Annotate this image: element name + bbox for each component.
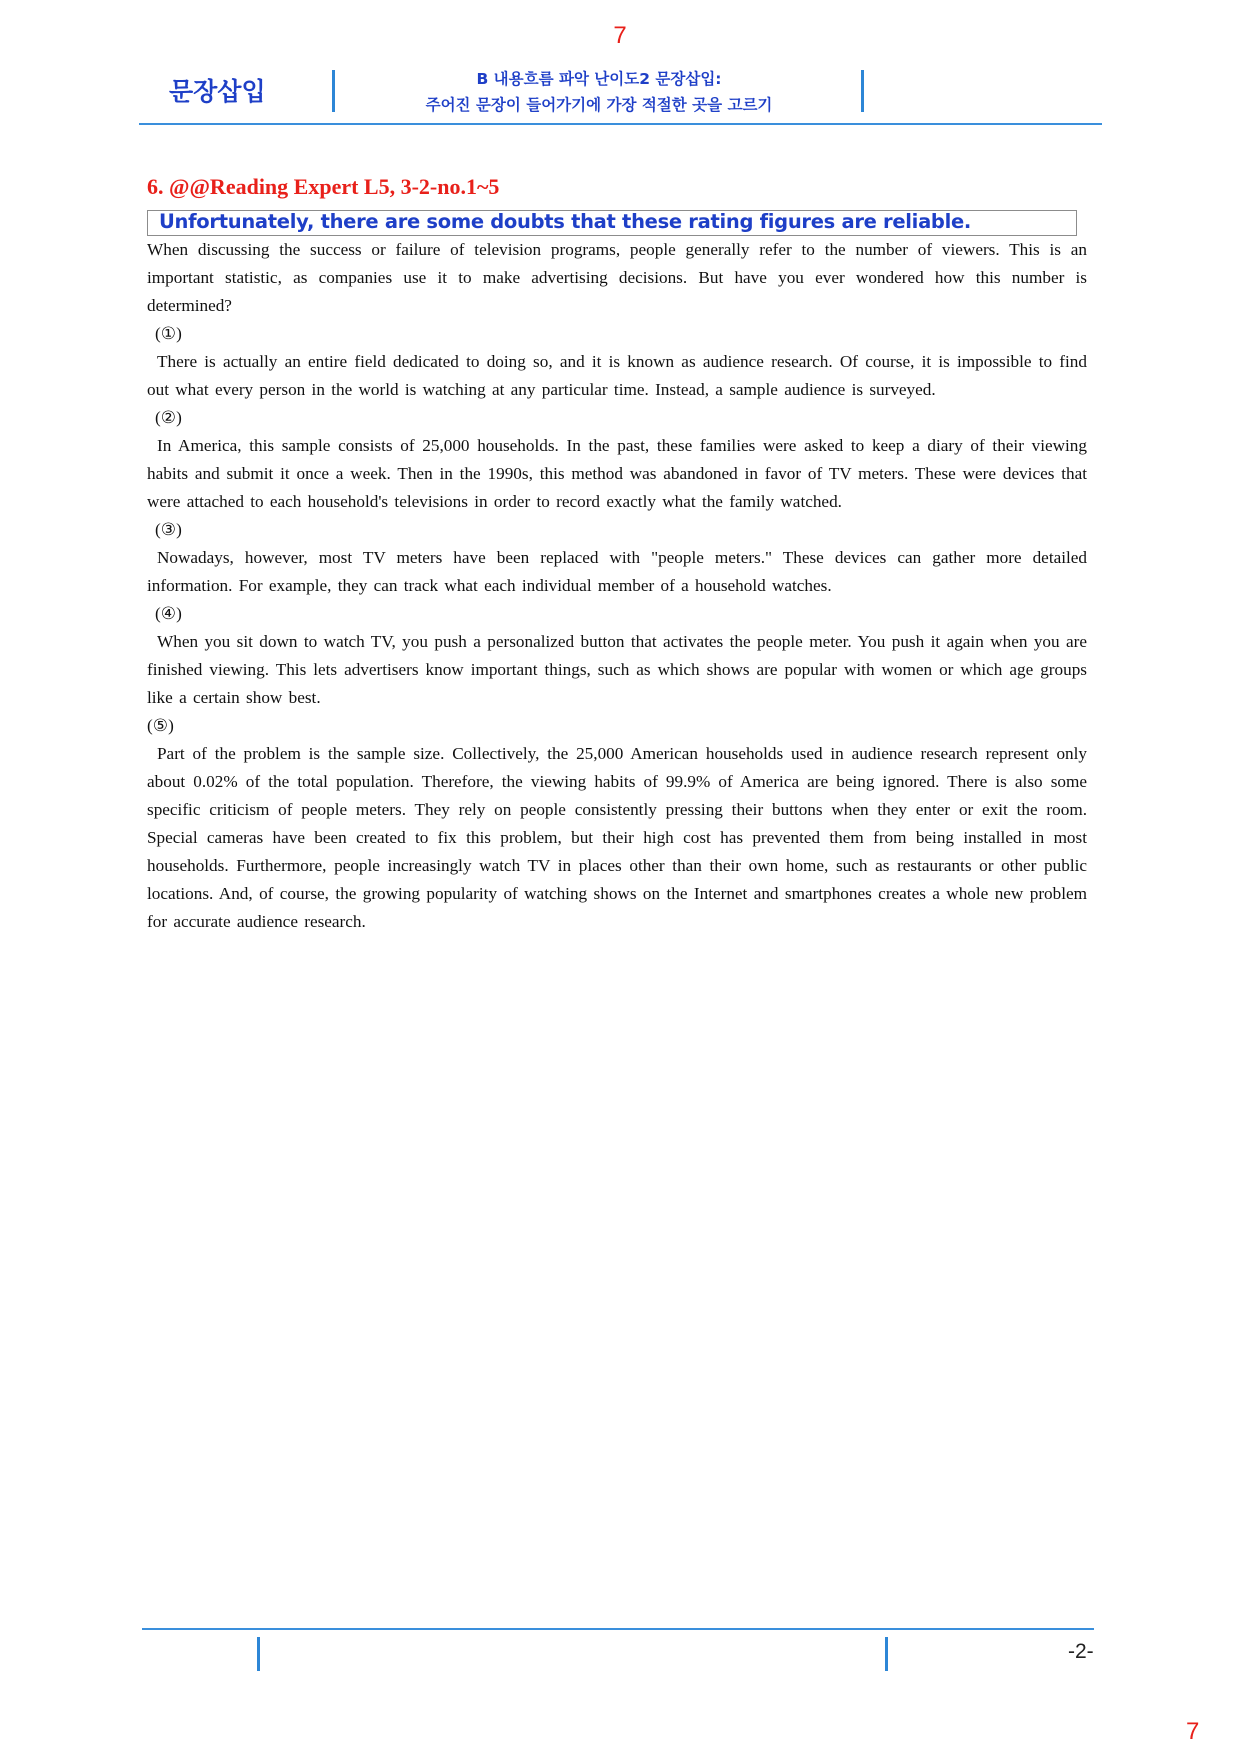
- question-title: 6. @@Reading Expert L5, 3-2-no.1~5: [147, 174, 500, 199]
- paragraph-intro: When discussing the success or failure of television programs, people generally refer to the number of viewers. This is an important statistic, as companies use it to make advertising decisions. But have you ever wondered how this number is determined?: [147, 240, 1087, 315]
- section-title: 문장삽입: [169, 77, 266, 106]
- section-description: [339, 66, 859, 118]
- page-number-footer: -2-: [1068, 1640, 1094, 1663]
- insertion-marker-3: (③): [155, 520, 182, 539]
- footer-divider-right: [885, 1637, 888, 1671]
- paragraph-3: Nowadays, however, most TV meters have been replaced with "people meters." These devices can gather more detailed information. For example, they can track what each individual member of a household watches.: [147, 548, 1087, 595]
- paragraph-4: When you sit down to watch TV, you push a personalized button that activates the people meter. You push it again when you are finished viewing. This lets advertisers know important things, such as which shows are popular with women or which age groups like a certain show best.: [147, 632, 1087, 707]
- given-sentence: Unfortunately, there are some doubts that these rating figures are reliable.: [159, 210, 971, 233]
- header-rule: [139, 123, 1102, 125]
- paragraph-1: There is actually an entire field dedicated to doing so, and it is known as audience research. Of course, it is impossible to find out what every person in the world is watching at any particular time. Instead, a sample audience is surveyed.: [147, 352, 1087, 399]
- paragraph-2: In America, this sample consists of 25,000 households. In the past, these families were asked to keep a diary of their viewing habits and submit it once a week. Then in the 1990s, this method was abandoned in favor of TV meters. These were devices that were attached to each household's televisions in order to record exactly what the family watched.: [147, 436, 1087, 511]
- footer-rule: [142, 1628, 1094, 1630]
- paragraph-5: Part of the problem is the sample size. Collectively, the 25,000 American households used in audience research represent only about 0.02% of the total population. Therefore, the viewing habits of 99.9% of America are being ignored. There is also some specific criticism of people meters. They rely on people consistently pressing their buttons when they enter or exit the room. Special cameras have been created to fix this problem, but their high cost has prevented them from being installed in most households. Furthermore, people increasingly watch TV in places other than their own home, such as restaurants or other public locations. And, of course, the growing popularity of watching shows on the Internet and smartphones creates a whole new problem for accurate audience research.: [147, 744, 1087, 931]
- insertion-marker-1: (①): [155, 324, 182, 343]
- insertion-marker-5: (⑤): [147, 716, 174, 735]
- insertion-marker-2: (②): [155, 408, 182, 427]
- description-line-2: 주어진 문장이 들어가기에 가장 적절한 곳을 고르기: [425, 96, 773, 114]
- header-divider-right: [861, 70, 864, 112]
- description-line-1: B 내용흐름 파악 난이도2 문장삽입:: [476, 70, 722, 88]
- insertion-marker-4: (④): [155, 604, 182, 623]
- footer-divider-left: [257, 1637, 260, 1671]
- passage: [147, 236, 1087, 936]
- page-number-corner: 7: [1186, 1718, 1200, 1745]
- header: [139, 62, 1102, 124]
- given-sentence-box: [147, 210, 1077, 236]
- header-divider-left: [332, 70, 335, 112]
- page-number-top: 7: [613, 22, 627, 49]
